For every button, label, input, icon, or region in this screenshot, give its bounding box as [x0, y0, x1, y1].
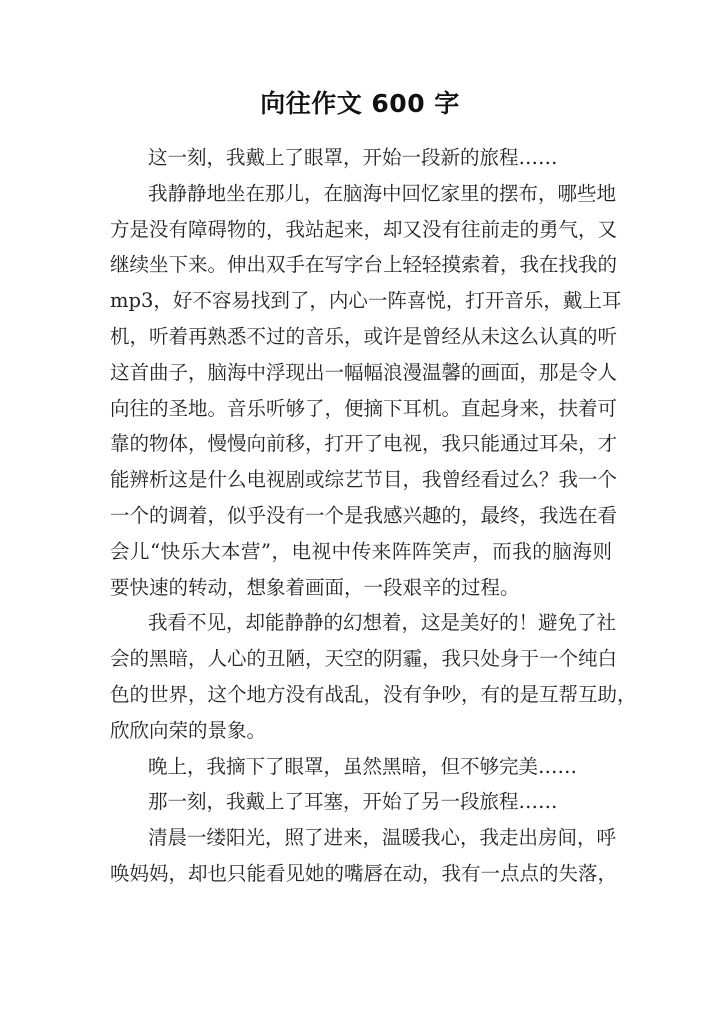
- text-line: 清晨一缕阳光，照了进来，温暖我心，我走出房间，呼: [148, 826, 617, 850]
- text-line: 会的黑暗，人心的丑陋，天空的阴霾，我只处身于一个纯白: [110, 647, 618, 671]
- text-line: 方是没有障碍物的，我站起来，却又没有往前走的勇气，又: [110, 217, 618, 241]
- text-line: 向往的圣地。音乐听够了，便摘下耳机。直起身来，扶着可: [110, 396, 618, 420]
- text-line: mp3，好不容易找到了，内心一阵喜悦，打开音乐，戴上耳: [110, 289, 622, 313]
- text-line: 我静静地坐在那儿，在脑海中回忆家里的摆布，哪些地: [148, 181, 617, 205]
- text-line: 这首曲子，脑海中浮现出一幅幅浪漫温馨的画面，那是令人: [110, 360, 618, 384]
- text-line: 一个的调着，似乎没有一个是我感兴趣的，最终，我选在看: [110, 503, 618, 527]
- text-line: 这一刻，我戴上了眼罩，开始一段新的旅程……: [148, 146, 558, 169]
- document-title: 向往作文 600 字: [260, 89, 460, 118]
- text-line: 那一刻，我戴上了耳塞，开始了另一段旅程……: [148, 790, 558, 814]
- text-line: 色的世界，这个地方没有战乱，没有争吵，有的是互帮互助，: [110, 682, 637, 706]
- text-line: 要快速的转动，想象着画面，一段艰辛的过程。: [110, 575, 520, 599]
- text-line: 我看不见，却能静静的幻想着，这是美好的！避免了社: [148, 611, 617, 635]
- text-line: 继续坐下来。伸出双手在写字台上轻轻摸索着，我在找我的: [110, 253, 618, 277]
- text-line: 晚上，我摘下了眼罩，虽然黑暗，但不够完美……: [148, 754, 578, 778]
- text-line: 会儿“快乐大本营”，电视中传来阵阵笑声，而我的脑海则: [110, 539, 612, 563]
- text-line: 能辨析这是什么电视剧或综艺节目，我曾经看过么？我一个: [110, 468, 618, 492]
- text-line: 靠的物体，慢慢向前移，打开了电视，我只能通过耳朵，才: [110, 432, 618, 456]
- essay-body: [110, 140, 637, 892]
- text-line: 唤妈妈，却也只能看见她的嘴唇在动，我有一点点的失落，: [110, 861, 618, 885]
- text-line: 欣欣向荣的景象。: [110, 718, 267, 742]
- text-line: 机，听着再熟悉不过的音乐，或许是曾经从未这么认真的听: [110, 324, 618, 348]
